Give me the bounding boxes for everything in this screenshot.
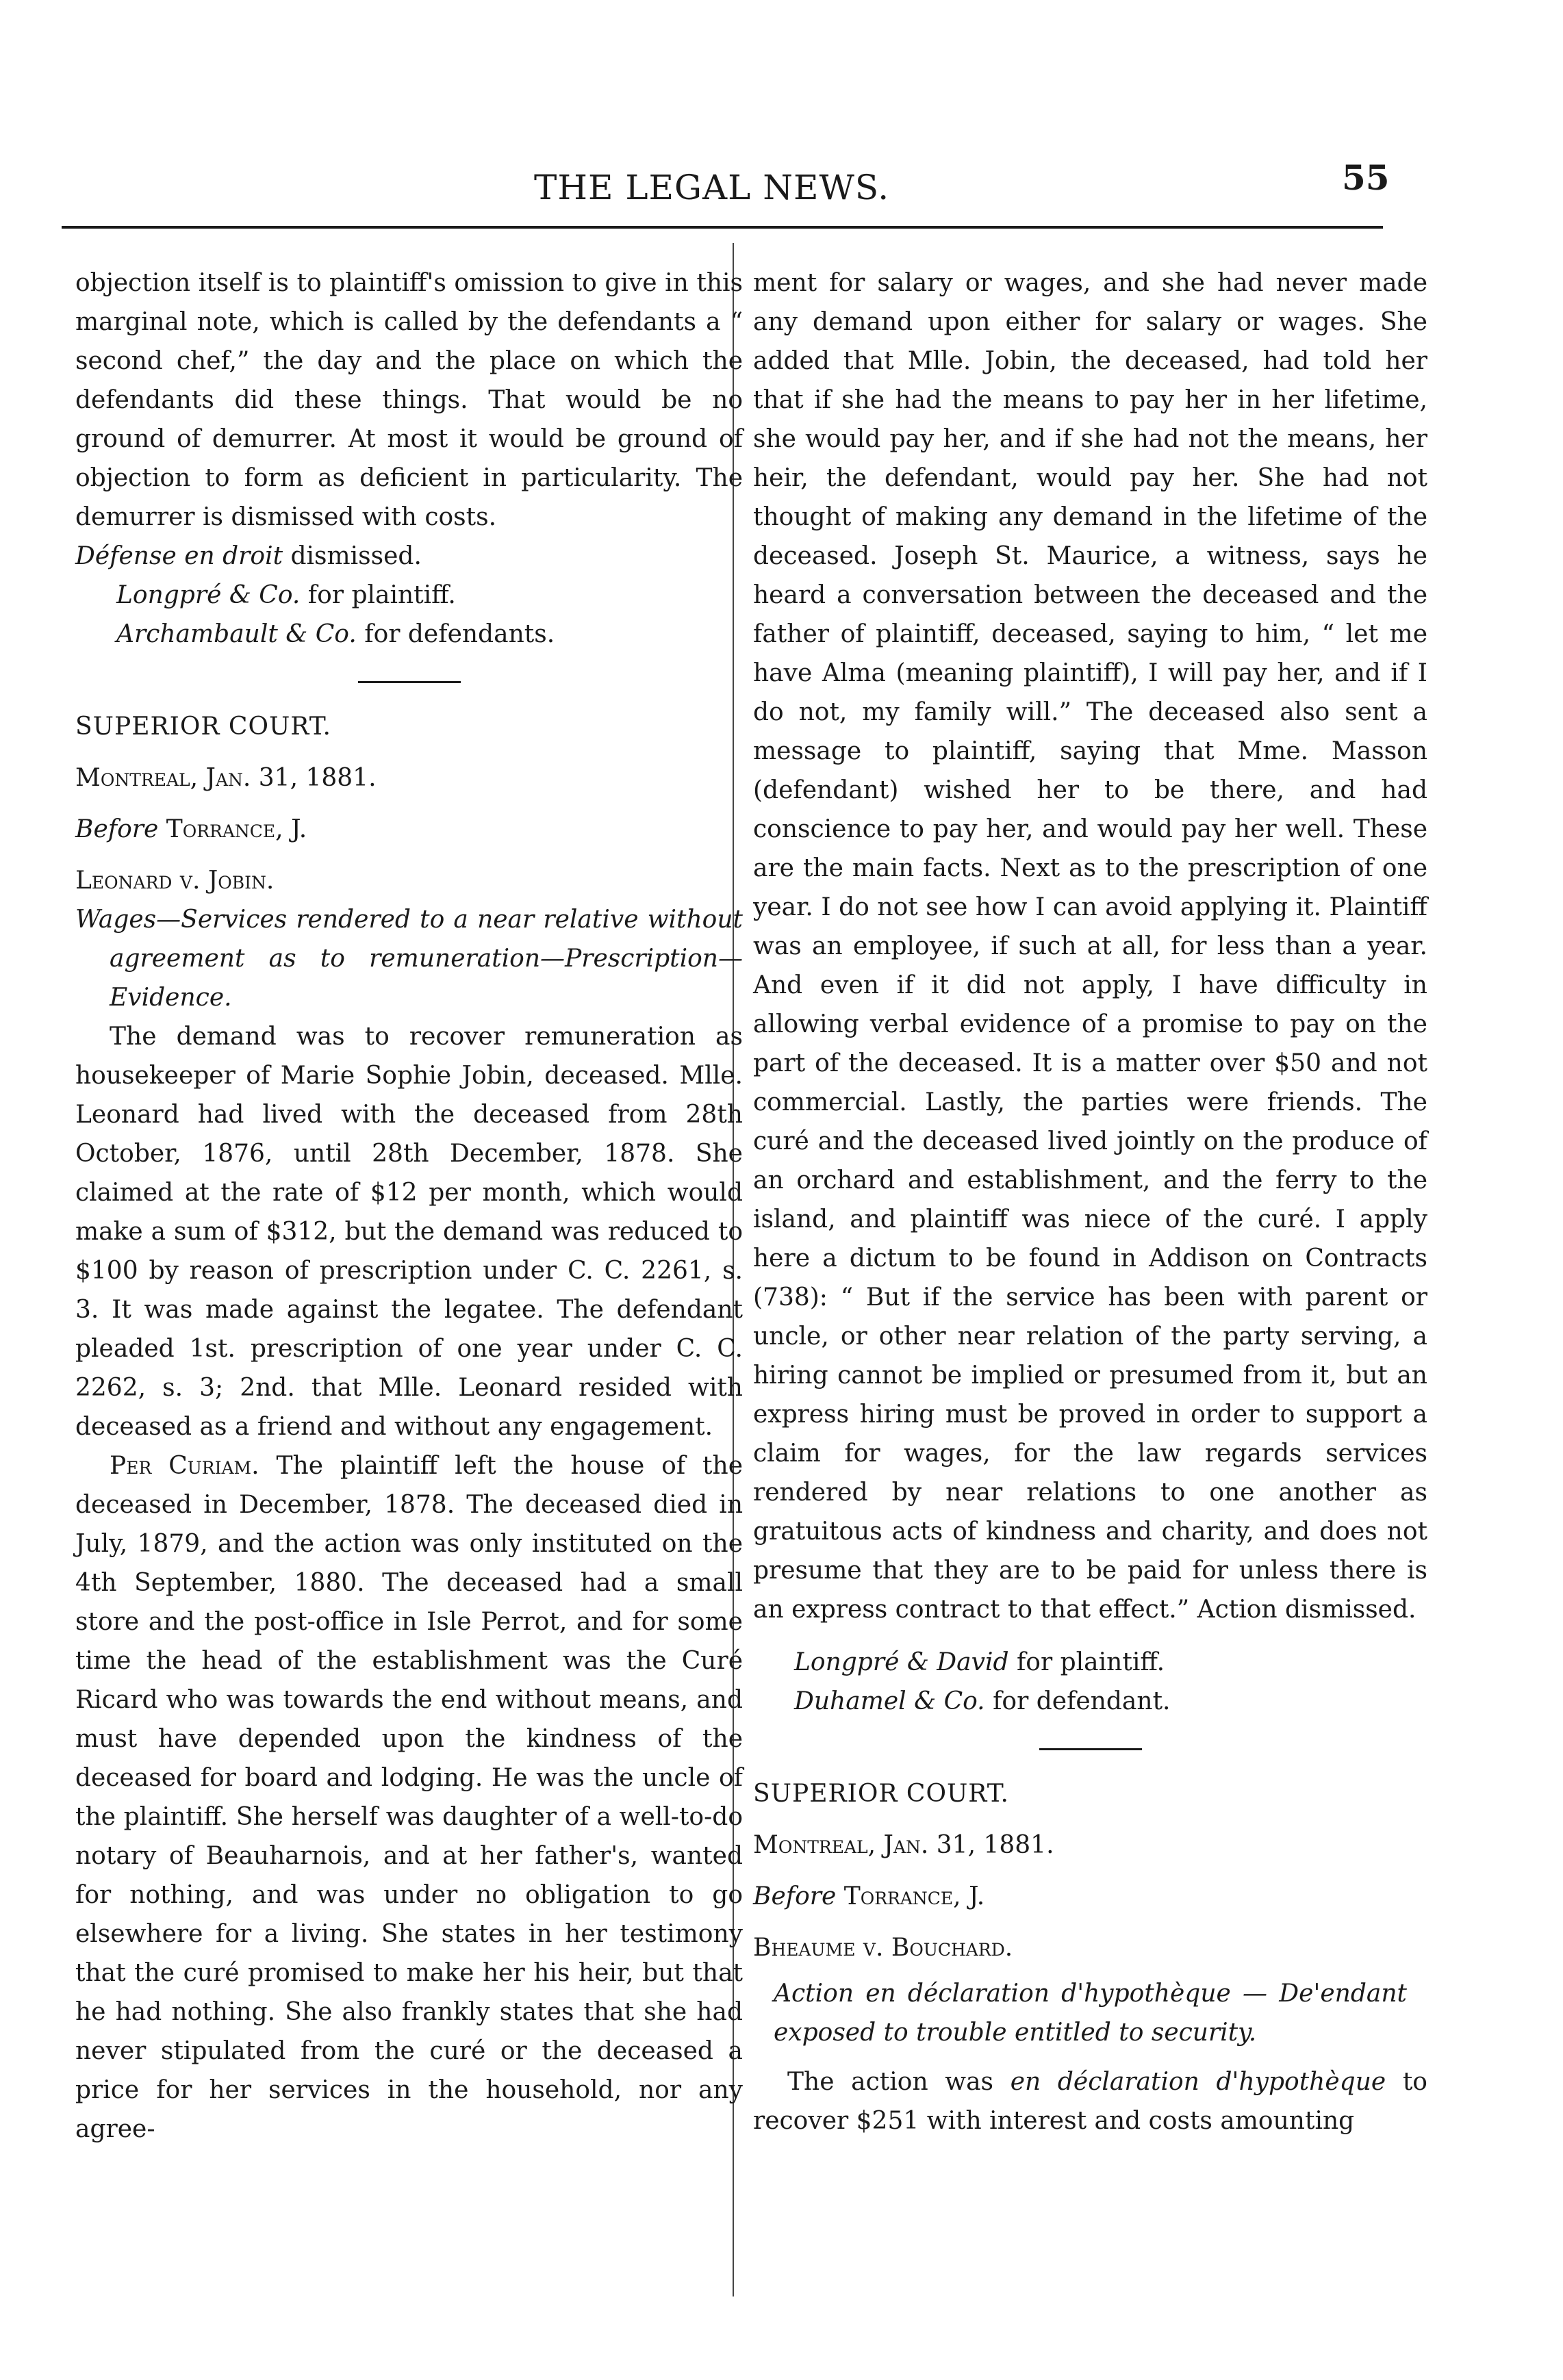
place-date-2: Montreal, Jan. 31, 1881. (753, 1831, 1054, 1859)
counsel-defendant: Archambault & Co. for defendants. (116, 620, 555, 648)
before-judge-2: Before Torrance, J. (753, 1882, 985, 1910)
running-title: THE LEGAL NEWS. (534, 168, 890, 207)
counsel-plaintiff: Longpré & Co. for plaintiff. (116, 581, 456, 609)
counsel-plaintiff-2: Longpré & David for plaintiff. (794, 1648, 1165, 1676)
court-heading: SUPERIOR COURT. (75, 713, 331, 741)
right-paragraph-continued: ment for salary or wages, and she had never made any demand upon either for salary or wages. She added that Mlle. Jobin, the deceased, had told her that if she had the means to pay her in her lifetime, she would pay her, and if she had not the means, her heir, the defendant, would pay her. She had not thought of making any demand in the lifetime of the deceased. Joseph St. Maurice, a witness, says he heard a conversation between the deceased and the father of plaintiff, deceased, saying to him, “ let me have Alma (meaning plaintiff), I will pay her, and if I do not, my family will.” The deceased also sent a message to plaintiff, saying that Mme. Masson (defendant) wished her to be there, and had conscience to pay her, and would pay her well. These are the main facts. Next as to the prescription of one year. I do not see how I can avoid applying it. Plaintiff was an employee, if such at all, for less than a year. And even if it did not apply, I have difficulty in allowing verbal evidence of a promise to pay on the part of the deceased. It is a matter over $50 and not commercial. Lastly, the parties were friends. The curé and the deceased lived jointly on the produce of an orchard and establishment, and the ferry to the island, and plaintiff was niece of the curé. I apply here a dictum to be found in Addison on Contracts (738): “ But if the service has been with parent or uncle, or other near relation of the party serving, a hiring cannot be implied or presumed from it, but an express hiring must be proved in order to support a claim for wages, for the law regards services rendered by near relations to one another as gratuitous acts of kindness and charity, and does not presume that they are to be paid for unless there is an express contract to that effect.” Action dismissed. (753, 269, 1427, 1624)
section-rule-2 (1039, 1748, 1142, 1750)
place-date: Montreal, Jan. 31, 1881. (75, 764, 377, 792)
header-rule (62, 226, 1383, 229)
counsel-defendant-2: Duhamel & Co. for defendant. (794, 1687, 1171, 1715)
before-judge: Before Torrance, J. (75, 815, 307, 843)
case-title: Leonard v. Jobin. (75, 867, 275, 895)
ruling-line: Défense en droit dismissed. (75, 542, 422, 570)
headnote: Wages—Services rendered to a near relative without agreement as to remuneration—Prescription—Evidence. (75, 906, 743, 1012)
page-number: 55 (1342, 157, 1390, 198)
facts-paragraph: The demand was to recover remuneration as housekeeper of Marie Sophie Jobin, deceased. Mlle. Leonard had lived with the deceased from 28th October, 1876, until 28th December, 1878. She claimed at the rate of $12 per month, which would make a sum of $312, but the demand was reduced to $100 by reason of prescription under C. C. 2261, s. 3. It was made against the legatee. The defendant pleaded 1st. prescription of one year under C. C. 2262, s. 3; 2nd. that Mlle. Leonard resided with deceased as a friend and without any engagement. (75, 1023, 743, 1441)
action-paragraph: The action was en déclaration d'hypothèque to recover $251 with interest and costs amounting (753, 2068, 1427, 2135)
case-title-2: Bheaume v. Bouchard. (753, 1934, 1013, 1962)
left-column (75, 264, 743, 2149)
right-column (753, 264, 1427, 2140)
judgment-paragraph: Per Curiam. The plaintiff left the house of the deceased in December, 1878. The deceased died in July, 1879, and the action was only instituted on the 4th September, 1880. The deceased had a small store and the post-office in Isle Perrot, and for some time the head of the establishment was the Curé Ricard who was towards the end without means, and must have depended upon the kindness of the deceased for board and lodging. He was the uncle of the plaintiff. She herself was daughter of a well-to-do notary of Beauharnois, and at her father's, wanted for nothing, and was under no obligation to go elsewhere for a living. She states in her testimony that the curé promised to make her his heir, but that he had nothing. She also frankly states that she had never stipulated from the curé or the deceased a price for her services in the household, nor any agree- (75, 1452, 743, 2143)
left-paragraph-continued: objection itself is to plaintiff's omission to give in this marginal note, which is called by the defendants a “ second chef,” the day and the place on which the defendants did these things. That would be no ground of demurrer. At most it would be ground of objection to form as deficient in particularity. The demurrer is dismissed with costs. (75, 269, 743, 531)
court-heading-2: SUPERIOR COURT. (753, 1780, 1009, 1808)
section-rule (358, 681, 461, 683)
headnote-2: Action en déclaration d'hypothèque — De'endant exposed to trouble entitled to security. (774, 1980, 1407, 2047)
